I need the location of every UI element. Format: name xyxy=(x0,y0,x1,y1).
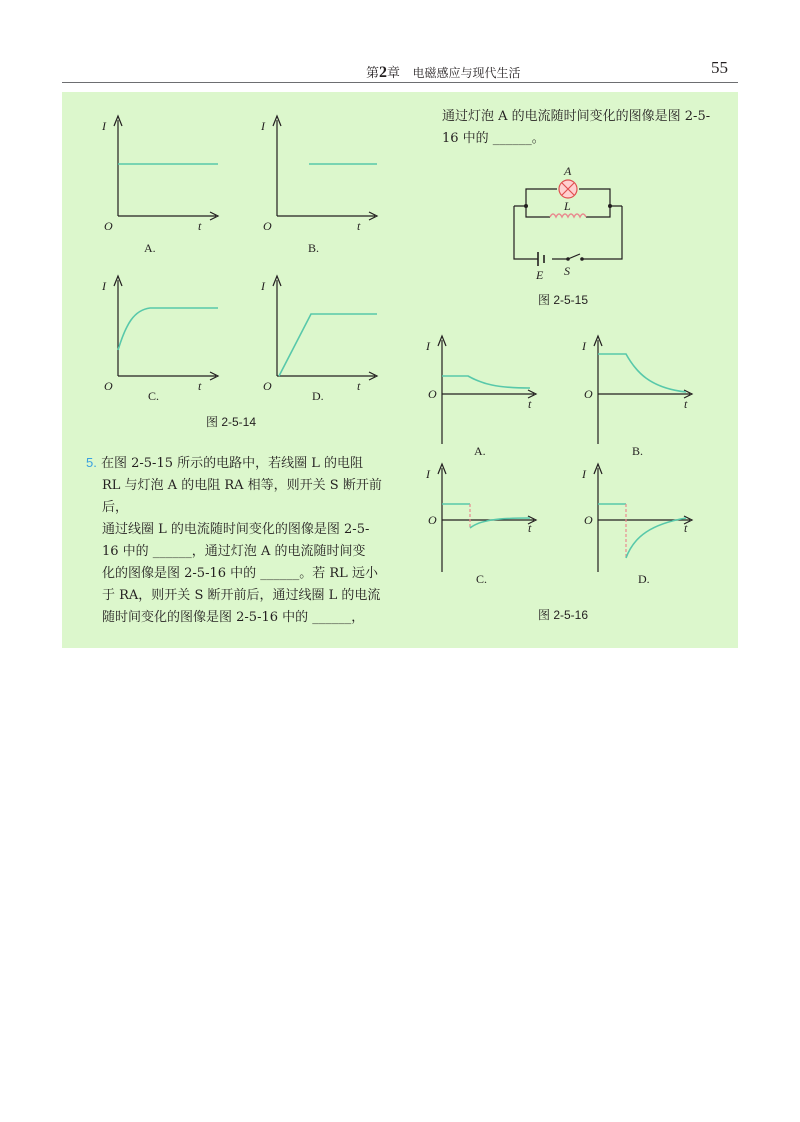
y-axis-label: I xyxy=(261,279,265,293)
y-axis-label: I xyxy=(426,467,430,481)
fig14-caption: 图 2-5-14 xyxy=(206,415,257,429)
fig16-caption: 图 2-5-16 xyxy=(538,608,589,622)
battery-icon xyxy=(538,252,544,266)
question-number: 5. xyxy=(86,455,97,470)
exercise-panel xyxy=(62,92,738,648)
x-axis-label: t xyxy=(684,521,688,535)
fig16-graph-d xyxy=(578,460,693,575)
question-5: 5. 在图 2-5-15 所示的电路中，若线圈 L 的电阻 RL 与灯泡 A 的电阻 RA 相等，则开关 S 断开前后， 通过线圈 L 的电流随时间变化的图像是图 2-5- 16 中的 ______，通过灯泡 A 的电流随时间变 化的图像是图 2-5-16 中的 ______。若 RL 远小 于 RA，则开关 S 断开前后，通过线圈 L 的电流 随时间变化的图像是图 2-5-16 中的 ______， xyxy=(86,455,382,625)
x-axis-label: t xyxy=(357,219,361,233)
x-axis-label: t xyxy=(528,521,532,535)
origin-label: O xyxy=(263,379,272,393)
coil-icon xyxy=(550,214,586,217)
fig14-option-c: C. xyxy=(148,389,160,403)
x-axis-label: t xyxy=(198,379,202,393)
fig14-option-d: D. xyxy=(312,389,324,403)
origin-label: O xyxy=(584,513,593,527)
origin-label: O xyxy=(263,219,272,233)
fig15-circuit xyxy=(508,164,628,282)
fig14-option-b: B. xyxy=(308,241,320,255)
origin-label: O xyxy=(584,387,593,401)
chapter-heading: 第2章 电磁感应与现代生活 xyxy=(366,64,521,81)
y-axis-label: I xyxy=(102,279,106,293)
fig14-graph-d xyxy=(257,272,377,392)
origin-label: O xyxy=(104,379,113,393)
origin-label: O xyxy=(104,219,113,233)
origin-label: O xyxy=(428,513,437,527)
coil-label: L xyxy=(564,199,571,213)
x-axis-label: t xyxy=(528,397,532,411)
fig14-option-a: A. xyxy=(144,241,156,255)
curve-d xyxy=(279,314,377,376)
y-axis-label: I xyxy=(261,119,265,133)
switch-label: S xyxy=(564,264,570,278)
chapter-title: 电磁感应与现代生活 xyxy=(412,66,521,80)
lamp-label: A xyxy=(564,164,572,178)
fig14-graph-b xyxy=(257,112,377,232)
x-axis-label: t xyxy=(198,219,202,233)
fig14-graph-c xyxy=(98,272,218,392)
fig16-graph-c xyxy=(422,460,537,575)
y-axis-label: I xyxy=(582,339,586,353)
fig16-graph-a xyxy=(422,332,537,447)
fig16-option-c: C. xyxy=(476,572,488,586)
curve-c xyxy=(118,308,218,350)
fig16-option-d: D. xyxy=(638,572,650,586)
x-axis-label: t xyxy=(684,397,688,411)
curve-a xyxy=(442,376,530,388)
fig16-graph-b xyxy=(578,332,693,447)
y-axis-label: I xyxy=(426,339,430,353)
battery-label: E xyxy=(536,268,544,282)
y-axis-label: I xyxy=(102,119,106,133)
origin-label: O xyxy=(428,387,437,401)
curve-b xyxy=(598,354,686,392)
question-5-continued: 通过灯泡 A 的电流随时间变化的图像是图 2-5- 16 中的 ______。 xyxy=(442,109,711,146)
fig16-option-b: B. xyxy=(632,444,644,458)
x-axis-label: t xyxy=(357,379,361,393)
fig16-option-a: A. xyxy=(474,444,486,458)
y-axis-label: I xyxy=(582,467,586,481)
page-number: 55 xyxy=(711,58,728,77)
fig14-graph-a xyxy=(98,112,218,232)
fig15-caption: 图 2-5-15 xyxy=(538,293,589,307)
page-header xyxy=(62,60,738,83)
switch-icon xyxy=(568,254,580,259)
